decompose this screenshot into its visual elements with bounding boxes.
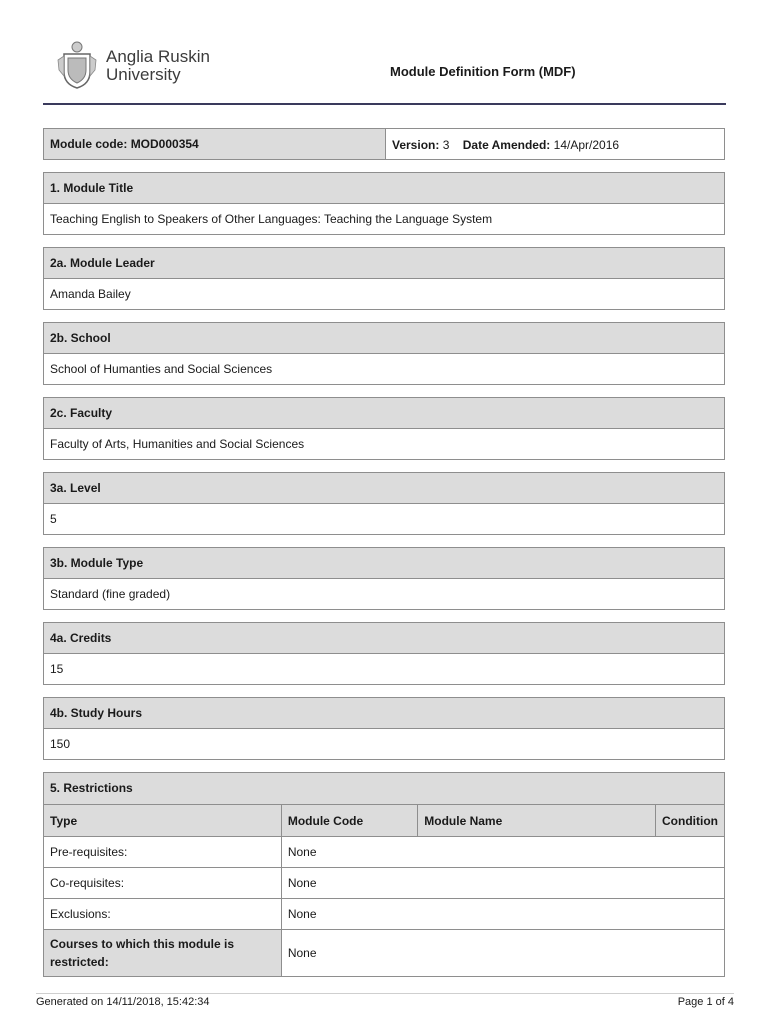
restriction-value: None: [281, 837, 724, 868]
crest-icon: [56, 40, 98, 90]
footer-divider: [36, 993, 734, 994]
version-value: 3: [442, 138, 450, 152]
logo-line-1: Anglia Ruskin: [106, 47, 210, 66]
section-credits: [43, 622, 725, 685]
section-value: School of Humanties and Social Sciences: [50, 362, 273, 376]
module-code-cell: [44, 129, 386, 159]
section-value: Standard (fine graded): [50, 587, 171, 601]
generated-timestamp: Generated on 14/11/2018, 15:42:34: [36, 996, 210, 1008]
version-date-cell: [386, 129, 724, 159]
table-row: [44, 837, 724, 868]
section-value: 15: [50, 662, 64, 676]
section-faculty: [43, 397, 725, 460]
table-row: [44, 868, 724, 899]
table-header-row: [44, 805, 724, 837]
table-row: [44, 899, 724, 930]
section-school: [43, 322, 725, 385]
section-value: Amanda Bailey: [50, 287, 131, 301]
column-header-type: Type: [44, 805, 281, 837]
section-value: Faculty of Arts, Humanities and Social Sciences: [50, 437, 305, 451]
section-module-leader: [43, 247, 725, 310]
restriction-type: Pre-requisites:: [44, 837, 281, 868]
header-divider: [43, 103, 726, 105]
section-level: [43, 472, 725, 535]
section-restrictions: [43, 772, 725, 977]
section-heading: 2c. Faculty: [44, 398, 724, 429]
table-row: [44, 930, 724, 977]
section-heading: 3a. Level: [44, 473, 724, 504]
column-header-module-code: Module Code: [281, 805, 417, 837]
section-heading: 4a. Credits: [44, 623, 724, 654]
section-heading: 2b. School: [44, 323, 724, 354]
section-heading: 3b. Module Type: [44, 548, 724, 579]
section-module-type: [43, 547, 725, 610]
section-value: Teaching English to Speakers of Other Languages: Teaching the Language System: [50, 212, 493, 226]
logo-line-2: University: [106, 65, 181, 84]
column-header-module-name: Module Name: [418, 805, 656, 837]
restriction-type: Co-requisites:: [44, 868, 281, 899]
date-amended-label: Date Amended:: [462, 138, 551, 152]
module-code-row: [43, 128, 725, 160]
restriction-value: None: [281, 930, 724, 977]
section-module-title: [43, 172, 725, 235]
section-heading: 1. Module Title: [44, 173, 724, 204]
restriction-type: Exclusions:: [44, 899, 281, 930]
section-study-hours: [43, 697, 725, 760]
section-heading: 5. Restrictions: [44, 773, 724, 804]
date-amended-value: 14/Apr/2016: [553, 138, 620, 152]
version-label: Version:: [392, 138, 440, 152]
restriction-type: Courses to which this module is restricted:: [44, 930, 281, 977]
restriction-value: None: [281, 868, 724, 899]
section-value: 5: [50, 512, 57, 526]
section-heading: 2a. Module Leader: [44, 248, 724, 279]
page-number: Page 1 of 4: [677, 996, 734, 1008]
university-logo: [56, 40, 216, 90]
logo-wordmark: [106, 48, 210, 84]
module-code-value: MOD000354: [130, 137, 199, 151]
module-code-label: Module code:: [50, 137, 128, 151]
form-title: Module Definition Form (MDF): [390, 64, 576, 79]
column-header-condition: Condition: [656, 805, 724, 837]
page-header: [0, 0, 770, 110]
restrictions-table: [44, 804, 724, 976]
section-heading: 4b. Study Hours: [44, 698, 724, 729]
restriction-value: None: [281, 899, 724, 930]
section-value: 150: [50, 737, 71, 751]
